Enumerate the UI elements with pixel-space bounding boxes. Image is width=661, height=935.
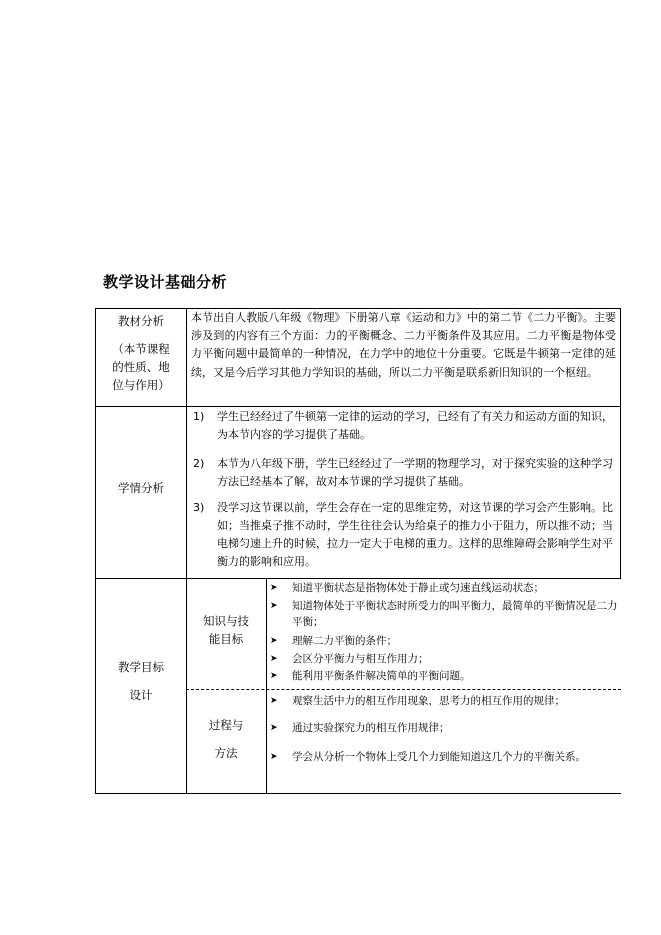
bullet-arrow-icon: ➤: [270, 671, 278, 681]
bullet-arrow-icon: ➤: [270, 601, 278, 611]
sub-label: 方法: [214, 746, 238, 760]
bullet-item: [270, 668, 620, 684]
item-text: 没学习这节课以前，学生会存在一定的思维定势，对这节课的学习会产生影响。比如；当推桌子推不动时，学生往往会认为给桌子的推力小于阻力，所以推不动；当电梯匀速上升的时候，拉力一定大于电梯的重力。这样的思维障碍会影响学生对平衡力的影响和应用。: [217, 501, 613, 568]
process-methods-label: [187, 714, 265, 764]
item-text: 本节为八年级下册，学生已经经过了一学期的物理学习，对于探究实验的这种学习方法已经基本了解，故对本节课的学习提供了基础。: [217, 457, 613, 488]
row-sublabel: 的性质、地: [112, 360, 170, 374]
list-item: [193, 455, 613, 491]
student-analysis-label: 学情分析: [118, 481, 164, 495]
bullet-arrow-icon: ➤: [270, 583, 278, 593]
bullet-item: [270, 633, 620, 649]
item-number: 1): [193, 410, 205, 423]
subrow-divider: [186, 689, 621, 690]
item-number: 2): [193, 457, 205, 470]
textbook-analysis-content: 本节出自人教版八年级《物理》下册第八章《运动和力》中的第二节《二力平衡》。主要涉及到的内容有三个方面：力的平衡概念、二力平衡条件及其应用。二力平衡是物体受力平衡问题中最简单的一种情况，在力学中的地位十分重要。它既是牛顿第一定律的延续，又是今后学习其他力学知识的基础，所以二力平衡是联系新旧知识的一个枢纽。: [191, 311, 616, 379]
bullet-text: 能利用平衡条件解决简单的平衡问题。: [292, 670, 471, 682]
table-border-right: [620, 308, 621, 579]
row-divider: [95, 578, 621, 579]
bullet-arrow-icon: ➤: [270, 696, 278, 706]
bullet-arrow-icon: ➤: [270, 752, 278, 762]
bullet-item: [270, 693, 620, 709]
bullet-text: 观察生活中力的相互作用现象，思考力的相互作用的规律；: [292, 695, 565, 707]
list-item: [193, 408, 613, 444]
sub-label: 能目标: [208, 632, 244, 646]
item-number: 3): [193, 501, 205, 514]
sub-label: 知识与技: [203, 614, 249, 628]
bullet-text: 知道物体处于平衡状态时所受力的叫平衡力，最简单的平衡情况是二力平衡；: [292, 600, 618, 628]
bullet-text: 理解二力平衡的条件；: [292, 635, 397, 647]
table-border-bottom: [95, 793, 621, 794]
list-item: [193, 499, 613, 571]
bullet-item: [270, 598, 620, 630]
row-label: 设计: [129, 688, 153, 702]
row-sublabel: （本节课程: [112, 342, 170, 356]
bullet-item: [270, 720, 620, 736]
bullet-item: [270, 651, 620, 667]
sub-label: 过程与: [208, 718, 244, 732]
bullet-item: [270, 749, 620, 765]
row-divider: [95, 406, 621, 407]
page-title: 教学设计基础分析: [103, 273, 228, 291]
row-label: 教材分析: [118, 314, 164, 328]
bullet-text: 会区分平衡力与相互作用力；: [292, 653, 429, 665]
bullet-text: 通过实验探究力的相互作用规律；: [292, 722, 450, 734]
bullet-arrow-icon: ➤: [270, 636, 278, 646]
row-sublabel: 位与作用）: [112, 378, 170, 392]
bullet-arrow-icon: ➤: [270, 723, 278, 733]
row-label: 教学目标: [118, 660, 164, 674]
bullet-text: 知道平衡状态是指物体处于静止或匀速直线运动状态；: [292, 582, 544, 594]
bullet-item: [270, 580, 620, 596]
item-text: 学生已经经过了牛顿第一定律的运动的学习，已经有了有关力和运动方面的知识，为本节内容的学习提供了基础。: [217, 410, 613, 441]
knowledge-skills-label: [187, 612, 265, 648]
column-divider: [266, 578, 267, 794]
bullet-text: 学会从分析一个物体上受几个力到能知道这几个力的平衡关系。: [292, 751, 586, 763]
objectives-label: [96, 658, 186, 704]
bullet-arrow-icon: ➤: [270, 654, 278, 664]
textbook-analysis-label: [96, 312, 186, 394]
